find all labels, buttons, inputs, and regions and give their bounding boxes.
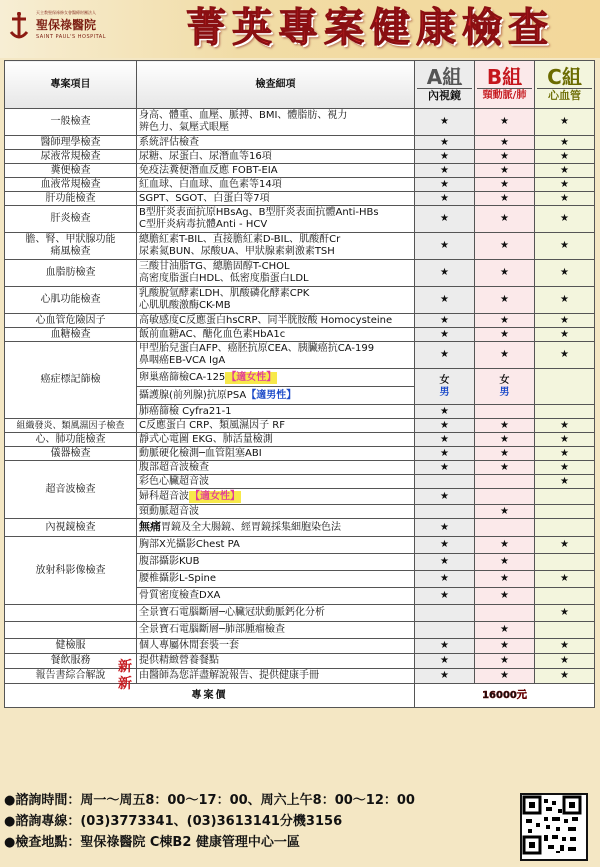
star-icon: ★ <box>475 622 535 639</box>
table-row: 儀器檢查 動脈硬化檢測─血管阻塞ABI ★ ★ ★ <box>5 447 595 461</box>
total-label: 專案價 <box>5 684 415 708</box>
star-icon: ★ <box>475 109 535 136</box>
logo-small-text: 天主教聖保祿修女會醫療財團法人 <box>36 10 96 15</box>
star-icon: ★ <box>535 419 595 433</box>
table-row: 卵巢癌篩檢CA-125【適女性】 女 男 女 男 <box>5 369 595 387</box>
table-row: 報告書綜合解說 由醫師為您詳盡解說報告、提供健康手冊 ★ ★ ★ <box>5 669 595 684</box>
qr-pattern <box>522 795 582 855</box>
package-b-header: B組 頸動脈/肺 <box>475 61 535 109</box>
table-row: 癌症標記篩檢 甲型胎兒蛋白AFP、癌胚抗原CEA、胰臟癌抗CA-199 鼻咽癌EB-VCA IgA ★ ★ ★ <box>5 342 595 369</box>
table-row: 尿液常規檢查 尿糖、尿蛋白、尿潛血等16項 ★ ★ ★ <box>5 150 595 164</box>
page-title: 菁英專案健康檢查 <box>186 5 554 51</box>
star-icon: ★ <box>475 433 535 447</box>
table-row: 超音波檢查 腹部超音波檢查 ★ ★ ★ <box>5 461 595 475</box>
star-icon: ★ <box>415 669 475 684</box>
star-icon: ★ <box>475 314 535 328</box>
star-icon: ★ <box>475 164 535 178</box>
table-row: 血液常規檢查 紅血球、白血球、血色素等14項 ★ ★ ★ <box>5 178 595 192</box>
table-row: 全景寶石電腦斷層─肺部腫瘤檢查 ★ <box>5 622 595 639</box>
table-row: 腰椎攝影L-Spine ★ ★ ★ <box>5 571 595 588</box>
exam-location: ●檢查地點：聖保祿醫院 C棟B2 健康管理中心一區 <box>4 835 300 850</box>
table-row: 組織發炎、類風濕因子檢查 C反應蛋白 CRP、類風濕因子 RF ★ ★ ★ <box>5 419 595 433</box>
star-icon: ★ <box>415 489 475 505</box>
star-icon: ★ <box>415 447 475 461</box>
star-icon: ★ <box>475 419 535 433</box>
star-icon: ★ <box>415 192 475 206</box>
package-c-header: C組 心血管 <box>535 61 595 109</box>
star-icon: ★ <box>535 206 595 233</box>
hospital-logo[interactable] <box>6 8 146 48</box>
table-row: 婦科超音波【適女性】 ★ <box>5 489 595 505</box>
star-icon: ★ <box>535 233 595 260</box>
star-icon: ★ <box>415 136 475 150</box>
table-row: 心肌功能檢查 乳酸脫氫酵素LDH、肌酸磷化酵素CPK 心肌肌酸激酶CK-MB ★ ★ ★ <box>5 287 595 314</box>
table-row: 一般檢查 身高、體重、血壓、脈搏、BMI、體脂肪、視力 辨色力、氣壓式眼壓 ★ ★ ★ <box>5 109 595 136</box>
star-icon: ★ <box>415 433 475 447</box>
star-icon: ★ <box>475 260 535 287</box>
table-row: 頸動脈超音波 ★ <box>5 505 595 519</box>
star-icon: ★ <box>475 342 535 369</box>
star-icon: ★ <box>535 537 595 554</box>
star-icon: ★ <box>475 328 535 342</box>
table-row: 膽、腎、甲狀腺功能 痛風檢查 總膽紅素T-BIL、直接膽紅素D-BIL、肌酸酐Cr 尿素氮BUN、尿酸UA、甲狀腺素刺激素TSH ★ ★ ★ <box>5 233 595 260</box>
star-icon: ★ <box>415 588 475 605</box>
total-row <box>5 684 595 708</box>
star-icon: ★ <box>415 405 475 419</box>
header-banner <box>0 0 600 58</box>
hospital-name: 聖保祿醫院 <box>36 18 97 32</box>
star-icon: ★ <box>415 314 475 328</box>
checkup-table <box>4 60 595 708</box>
star-icon: ★ <box>475 178 535 192</box>
star-icon: ★ <box>475 571 535 588</box>
table-row: 肝功能檢查 SGPT、SGOT、白蛋白等7項 ★ ★ ★ <box>5 192 595 206</box>
star-icon: ★ <box>535 136 595 150</box>
star-icon: ★ <box>475 206 535 233</box>
star-icon: ★ <box>415 287 475 314</box>
table-row: 心、肺功能檢查 靜式心電圖 EKG、肺活量檢測 ★ ★ ★ <box>5 433 595 447</box>
star-icon: ★ <box>535 192 595 206</box>
star-icon: ★ <box>535 669 595 684</box>
star-icon: ★ <box>535 461 595 475</box>
gender-mark-b: 女 男 <box>475 369 535 405</box>
table-row: 血糖檢查 飯前血糖AC、醣化血色素HbA1c ★ ★ ★ <box>5 328 595 342</box>
star-icon: ★ <box>415 571 475 588</box>
cross-anchor-icon <box>6 10 32 44</box>
gender-mark-a: 女 男 <box>415 369 475 405</box>
star-icon: ★ <box>535 447 595 461</box>
table-row: 醫師理學檢查 系統評估檢查 ★ ★ ★ <box>5 136 595 150</box>
table-row: 放射科影像檢查 胸部X光攝影Chest PA ★ ★ ★ <box>5 537 595 554</box>
table-row: 肝炎檢查 B型肝炎表面抗原HBsAg、B型肝炎表面抗體Anti-HBs C型肝炎病毒抗體Anti - HCV ★ ★ ★ <box>5 206 595 233</box>
star-icon: ★ <box>475 461 535 475</box>
table-row: 腹部攝影KUB ★ ★ <box>5 554 595 571</box>
star-icon: ★ <box>415 554 475 571</box>
qr-code-icon[interactable] <box>520 793 588 861</box>
star-icon: ★ <box>475 654 535 669</box>
hospital-name-en: SAINT PAUL'S HOSPITAL <box>36 34 106 40</box>
table-row: 彩色心臟超音波 ★ <box>5 475 595 489</box>
star-icon: ★ <box>535 328 595 342</box>
star-icon: ★ <box>475 537 535 554</box>
star-icon: ★ <box>535 178 595 192</box>
star-icon: ★ <box>475 588 535 605</box>
table-row: 餐飲服務 提供精緻營養餐點 ★ ★ ★ <box>5 654 595 669</box>
table-row: 血脂肪檢查 三酸甘油脂TG、總膽固醇T-CHOL 高密度脂蛋白HDL、低密度脂蛋白LDL ★ ★ ★ <box>5 260 595 287</box>
star-icon: ★ <box>415 328 475 342</box>
star-icon: ★ <box>415 639 475 654</box>
consult-phone[interactable]: ●諮詢專線：(03)3773341、(03)3613141分機3156 <box>4 814 343 829</box>
table-row: 心血管危險因子 高敏感度C反應蛋白hsCRP、同半胱胺酸 Homocysteine ★ ★ ★ <box>5 314 595 328</box>
star-icon: ★ <box>535 654 595 669</box>
star-icon: ★ <box>415 537 475 554</box>
table-row: 糞便檢查 免疫法糞便潛血反應 FOBT-EIA ★ ★ ★ <box>5 164 595 178</box>
star-icon: ★ <box>535 287 595 314</box>
contact-info <box>4 790 504 853</box>
star-icon: ★ <box>415 164 475 178</box>
table-header-row <box>5 61 595 109</box>
star-icon: ★ <box>535 150 595 164</box>
star-icon: ★ <box>415 461 475 475</box>
table-row: 攝護腺(前列腺)抗原PSA【適男性】 <box>5 387 595 405</box>
female-tag: 【適女性】 <box>190 490 240 502</box>
star-icon: ★ <box>535 314 595 328</box>
star-icon: ★ <box>535 260 595 287</box>
table-row: 骨質密度檢查DXA ★ ★ <box>5 588 595 605</box>
table-row: 全景寶石電腦斷層─心臟冠狀動脈鈣化分析 ★ <box>5 605 595 622</box>
star-icon: ★ <box>415 109 475 136</box>
star-icon: ★ <box>535 433 595 447</box>
consult-hours: ●諮詢時間：周一～周五8：00～17：00、周六上午8：00～12：00 <box>4 793 415 808</box>
star-icon: ★ <box>415 233 475 260</box>
female-tag: 【適女性】 <box>226 371 277 383</box>
star-icon: ★ <box>415 419 475 433</box>
star-icon: ★ <box>535 605 595 622</box>
new-badge: 新 <box>118 659 132 675</box>
star-icon: ★ <box>475 136 535 150</box>
star-icon: ★ <box>415 150 475 164</box>
header-item: 專案項目 <box>5 61 137 109</box>
star-icon: ★ <box>535 639 595 654</box>
new-badge: 新 <box>118 676 132 692</box>
star-icon: ★ <box>475 639 535 654</box>
star-icon: ★ <box>535 164 595 178</box>
star-icon: ★ <box>415 260 475 287</box>
star-icon: ★ <box>475 505 535 519</box>
star-icon: ★ <box>535 571 595 588</box>
star-icon: ★ <box>475 233 535 260</box>
table-row: 肺癌篩檢 Cyfra21-1 ★ <box>5 405 595 419</box>
header-detail: 檢查細項 <box>137 61 415 109</box>
package-a-header: A組 內視鏡 <box>415 61 475 109</box>
star-icon: ★ <box>475 150 535 164</box>
male-tag: 【適男性】 <box>246 389 297 401</box>
star-icon: ★ <box>415 342 475 369</box>
star-icon: ★ <box>475 669 535 684</box>
star-icon: ★ <box>535 109 595 136</box>
star-icon: ★ <box>475 447 535 461</box>
star-icon: ★ <box>415 206 475 233</box>
package-price: 16000元 <box>415 684 595 708</box>
star-icon: ★ <box>415 519 475 537</box>
star-icon: ★ <box>535 342 595 369</box>
star-icon: ★ <box>475 287 535 314</box>
star-icon: ★ <box>415 178 475 192</box>
star-icon: ★ <box>415 654 475 669</box>
star-icon: ★ <box>535 475 595 489</box>
star-icon: ★ <box>475 554 535 571</box>
table-row: 健檢服 個人專屬休閒套裝一套 ★ ★ ★ <box>5 639 595 654</box>
star-icon: ★ <box>475 192 535 206</box>
table-row: 內視鏡檢查 無痛胃鏡及全大腸鏡、經胃鏡採集細胞染色法 ★ <box>5 519 595 537</box>
